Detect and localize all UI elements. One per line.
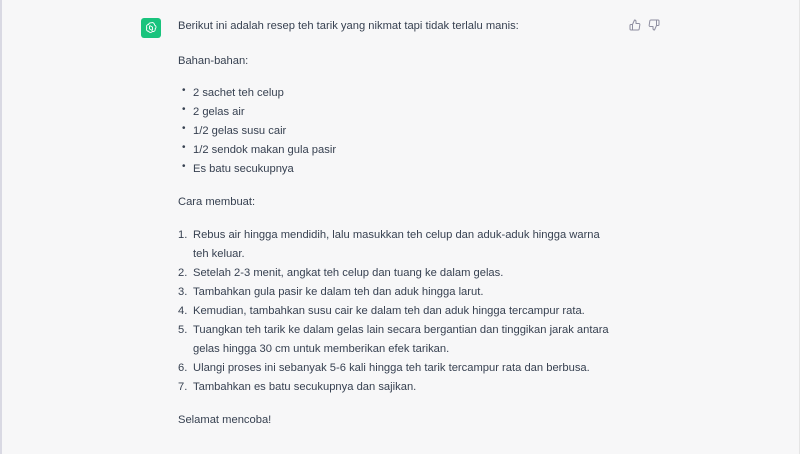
- step-item: [178, 264, 618, 283]
- ingredient-text: 2 gelas air: [193, 106, 245, 118]
- ingredient-text: 1/2 gelas susu cair: [193, 125, 287, 137]
- ingredient-item: [178, 122, 618, 141]
- step-text: Setelah 2-3 menit, angkat teh celup dan tuang ke dalam gelas.: [193, 267, 504, 279]
- ingredient-item: [178, 84, 618, 103]
- ingredient-item: [178, 160, 618, 179]
- step-text: Rebus air hingga mendidih, lalu masukkan teh celup dan aduk-aduk hingga warna teh keluar.: [193, 229, 600, 260]
- bullet-marker: •: [182, 142, 186, 153]
- closing-text: Selamat mencoba!: [178, 414, 272, 426]
- thumbs-down-button[interactable]: [647, 18, 660, 31]
- step-number: 2.: [178, 267, 188, 279]
- step-item: [178, 226, 618, 264]
- step-item: [178, 321, 618, 359]
- intro-text: Berikut ini adalah resep teh tarik yang nikmat tapi tidak terlalu manis:: [178, 20, 519, 32]
- message-content: [178, 17, 618, 430]
- step-text: Tuangkan teh tarik ke dalam gelas lain secara bergantian dan tinggikan jarak antara gelas hingga 30 cm untuk memberikan efek tarikan.: [193, 324, 609, 355]
- openai-logo-icon: [141, 18, 161, 38]
- steps-list: [178, 226, 618, 397]
- step-text: Tambahkan gula pasir ke dalam teh dan aduk hingga larut.: [193, 286, 484, 298]
- bullet-marker: •: [182, 161, 186, 172]
- step-number: 1.: [178, 229, 188, 241]
- thumbs-up-button[interactable]: [628, 18, 641, 31]
- thumbs-up-icon: [629, 19, 641, 31]
- ingredient-item: [178, 141, 618, 160]
- steps-heading: Cara membuat:: [178, 196, 256, 208]
- assistant-message: [2, 0, 800, 454]
- step-number: 6.: [178, 362, 188, 374]
- bullet-marker: •: [182, 85, 186, 96]
- step-item: [178, 302, 618, 321]
- step-text: Ulangi proses ini sebanyak 5-6 kali hingga teh tarik tercampur rata dan berbusa.: [193, 362, 590, 374]
- step-item: [178, 359, 618, 378]
- step-text: Tambahkan es batu secukupnya dan sajikan.: [193, 381, 417, 393]
- ingredient-text: 2 sachet teh celup: [193, 87, 284, 99]
- ingredients-list: [178, 84, 618, 179]
- step-item: [178, 283, 618, 302]
- ingredient-text: 1/2 sendok makan gula pasir: [193, 144, 337, 156]
- step-number: 7.: [178, 381, 188, 393]
- step-text: Kemudian, tambahkan susu cair ke dalam teh dan aduk hingga tercampur rata.: [193, 305, 585, 317]
- ingredient-item: [178, 103, 618, 122]
- step-item: [178, 378, 618, 397]
- step-number: 5.: [178, 324, 188, 336]
- ingredient-text: Es batu secukupnya: [193, 163, 294, 175]
- thumbs-down-icon: [648, 19, 660, 31]
- ingredients-heading: Bahan-bahan:: [178, 55, 249, 67]
- step-number: 4.: [178, 305, 188, 317]
- step-number: 3.: [178, 286, 188, 298]
- message-actions: [628, 18, 660, 31]
- bullet-marker: •: [182, 123, 186, 134]
- bullet-marker: •: [182, 104, 186, 115]
